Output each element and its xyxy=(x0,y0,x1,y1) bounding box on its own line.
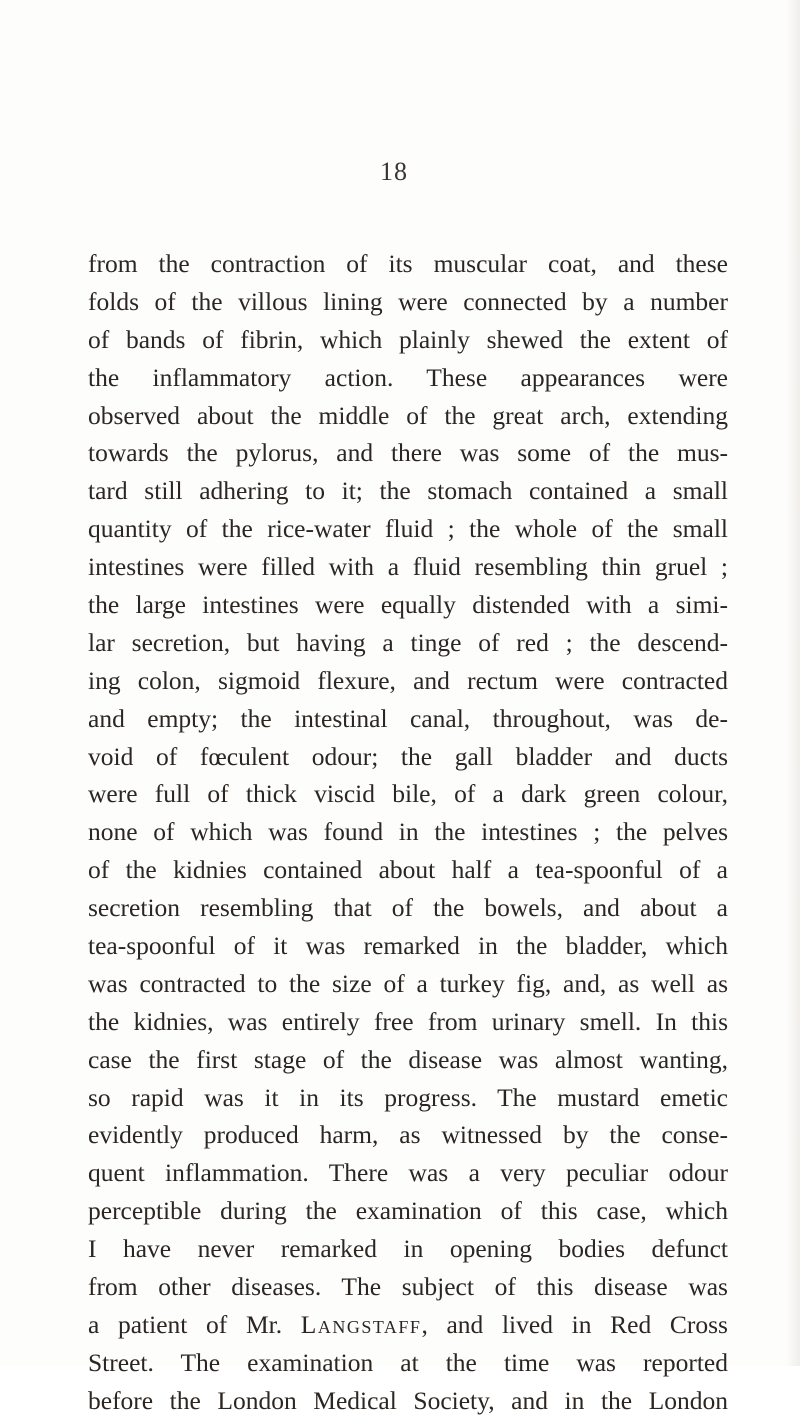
page-edge-shadow xyxy=(786,0,800,1366)
text-line: lar secretion, but having a tinge of red ; the descend- xyxy=(88,627,728,657)
text-line: the inflammatory action. These appearances were xyxy=(88,362,728,392)
text-line: observed about the middle of the great arch, extending xyxy=(88,400,728,430)
text-line: of bands of fibrin, which plainly shewed the extent of xyxy=(88,324,728,354)
text-line: the kidnies, was entirely free from urinary smell. In this xyxy=(88,1006,728,1036)
text-line: of the kidnies contained about half a tea-spoonful of a xyxy=(88,855,728,885)
text-line: tard still adhering to it; the stomach contained a small xyxy=(88,476,728,506)
text-line: were full of thick viscid bile, of a dark green colour, xyxy=(88,779,728,809)
text-line: towards the pylorus, and there was some of the mus- xyxy=(88,438,728,468)
text-fragment: a patient of Mr. xyxy=(88,1309,301,1339)
person-name: Langstaff xyxy=(300,1309,422,1339)
text-line-with-name xyxy=(88,1306,728,1344)
text-line: was contracted to the size of a turkey fig, and, as well as xyxy=(88,968,728,998)
text-line: folds of the villous lining were connected by a number xyxy=(88,286,728,316)
text-line: evidently produced harm, as witnessed by the conse- xyxy=(88,1120,728,1150)
text-line: perceptible during the examination of this case, which xyxy=(88,1196,728,1226)
text-line: so rapid was it in its progress. The mustard emetic xyxy=(88,1082,728,1112)
text-line: from the contraction of its muscular coat, and these xyxy=(88,249,728,278)
page-number: 18 xyxy=(380,157,408,186)
text-line: Street. The examination at the time was reported xyxy=(88,1347,728,1377)
text-fragment: , and lived in Red Cross xyxy=(421,1309,728,1339)
text-line: ing colon, sigmoid flexure, and rectum were contracted xyxy=(88,665,728,695)
text-line: and empty; the intestinal canal, throughout, was de- xyxy=(88,703,728,733)
text-line: from other diseases. The subject of this disease was xyxy=(88,1272,728,1302)
text-line: I have never remarked in opening bodies defunct xyxy=(88,1234,728,1264)
text-line: the large intestines were equally distended with a simi- xyxy=(88,590,728,620)
text-line: quantity of the rice-water fluid ; the whole of the small xyxy=(88,514,728,544)
text-line: secretion resembling that of the bowels, and about a xyxy=(88,893,728,923)
text-line: none of which was found in the intestines ; the pelves xyxy=(88,817,728,847)
text-line: tea-spoonful of it was remarked in the bladder, which xyxy=(88,931,728,961)
text-line: intestines were filled with a fluid resembling thin gruel ; xyxy=(88,552,728,582)
text-line: before the London Medical Society, and in the London xyxy=(88,1385,728,1415)
body-text xyxy=(88,245,728,1420)
text-line: void of fœculent odour; the gall bladder and ducts xyxy=(88,741,728,771)
text-line: quent inflammation. There was a very peculiar odour xyxy=(88,1158,728,1188)
text-line: case the first stage of the disease was almost wanting, xyxy=(88,1044,728,1074)
